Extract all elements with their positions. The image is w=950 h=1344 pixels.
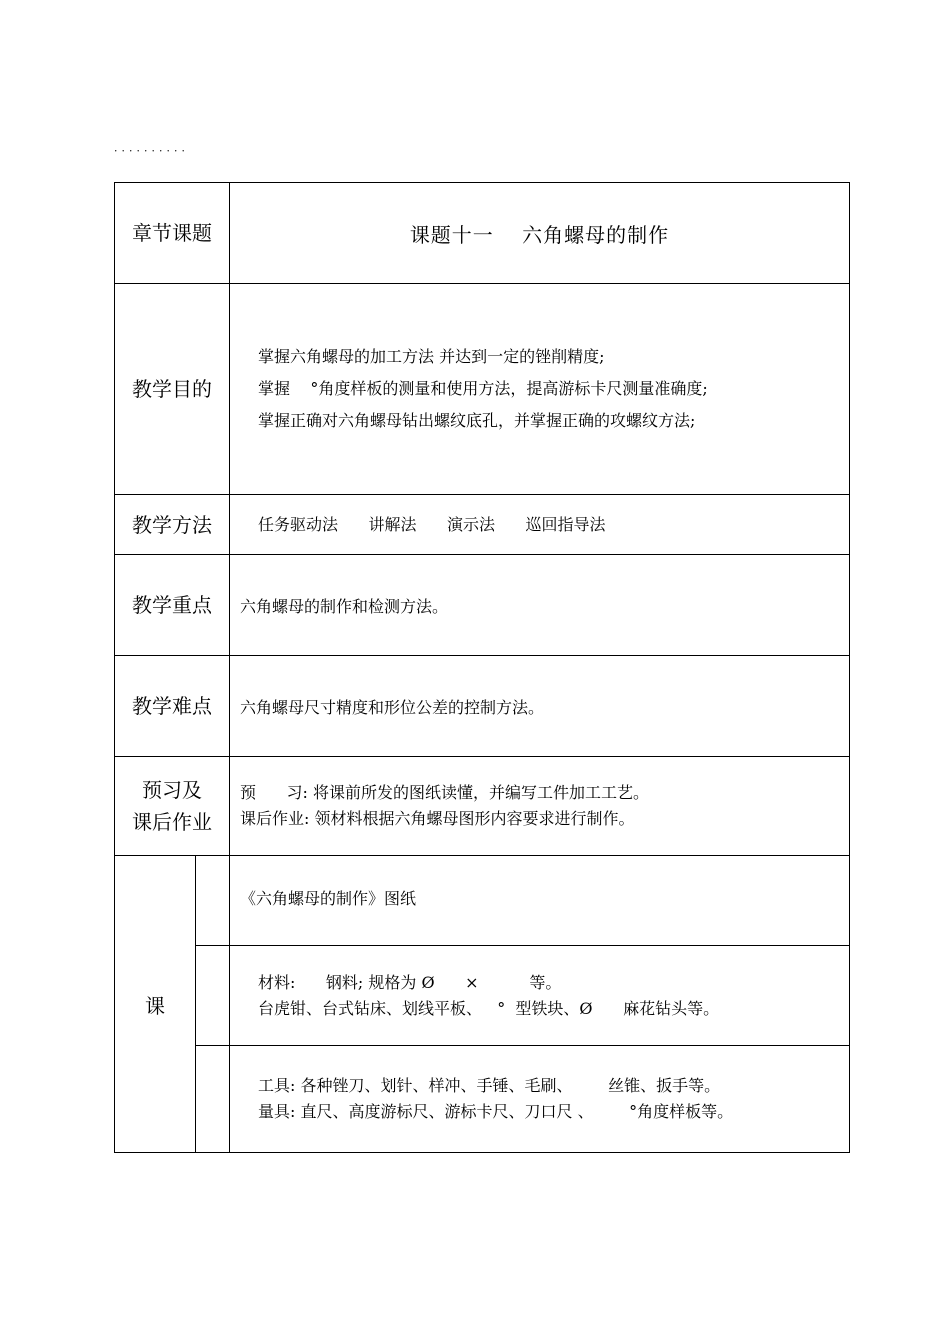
objective-line: 掌握正确对六角螺母钻出螺纹底孔，并掌握正确的攻螺纹方法;	[258, 411, 696, 430]
lesson-title: 课题十一 六角螺母的制作	[230, 183, 850, 284]
key-points-content: 六角螺母的制作和检测方法。	[230, 555, 850, 656]
materials-line: 材料: 钢料; 规格为 Ø × 等。	[258, 972, 562, 992]
objective-line: 掌握六角螺母的加工方法 并达到一定的锉削精度;	[258, 347, 605, 366]
lesson-plan-table	[114, 182, 850, 1153]
objective-line: 掌握 °角度样板的测量和使用方法，提高游标卡尺测量准确度;	[258, 379, 708, 398]
resource-tools	[230, 1046, 850, 1153]
homework-label-line-1: 预习及	[142, 778, 202, 802]
header-note: ．．．．．．．．．．	[114, 141, 195, 154]
resource-drawing: 《六角螺母的制作》图纸	[230, 856, 850, 946]
resources-subcell	[196, 1046, 230, 1153]
objectives-content	[230, 284, 850, 495]
difficulty-label: 教学难点	[115, 656, 230, 757]
homework-content	[230, 757, 850, 856]
difficulty-content: 六角螺母尺寸精度和形位公差的控制方法。	[230, 656, 850, 757]
methods-text: 任务驱动法 讲解法 演示法 巡回指导法	[258, 514, 606, 534]
homework-label-line-2: 课后作业	[132, 810, 212, 834]
homework-line: 课后作业: 领材料根据六角螺母图形内容要求进行制作。	[240, 809, 635, 828]
key-points-label: 教学重点	[115, 555, 230, 656]
tools-line: 量具: 直尺、高度游标尺、游标卡尺、刀口尺 、 °角度样板等。	[258, 1102, 734, 1121]
tools-line: 工具: 各种锉刀、划针、样冲、手锤、毛刷、 丝锥、扳手等。	[258, 1076, 721, 1095]
resources-label: 课	[115, 856, 196, 1153]
methods-label: 教学方法	[115, 495, 230, 555]
resources-subcell	[196, 856, 230, 946]
resource-materials	[230, 946, 850, 1046]
objectives-label: 教学目的	[115, 284, 230, 495]
materials-line: 台虎钳、台式钻床、划线平板、 ° 型铁块、Ø 麻花钻头等。	[258, 998, 720, 1018]
resources-subcell	[196, 946, 230, 1046]
methods-content	[230, 495, 850, 555]
homework-label	[115, 757, 230, 856]
homework-line: 预 习: 将课前所发的图纸读懂，并编写工件加工工艺。	[240, 783, 649, 802]
title-label: 章节课题	[115, 183, 230, 284]
